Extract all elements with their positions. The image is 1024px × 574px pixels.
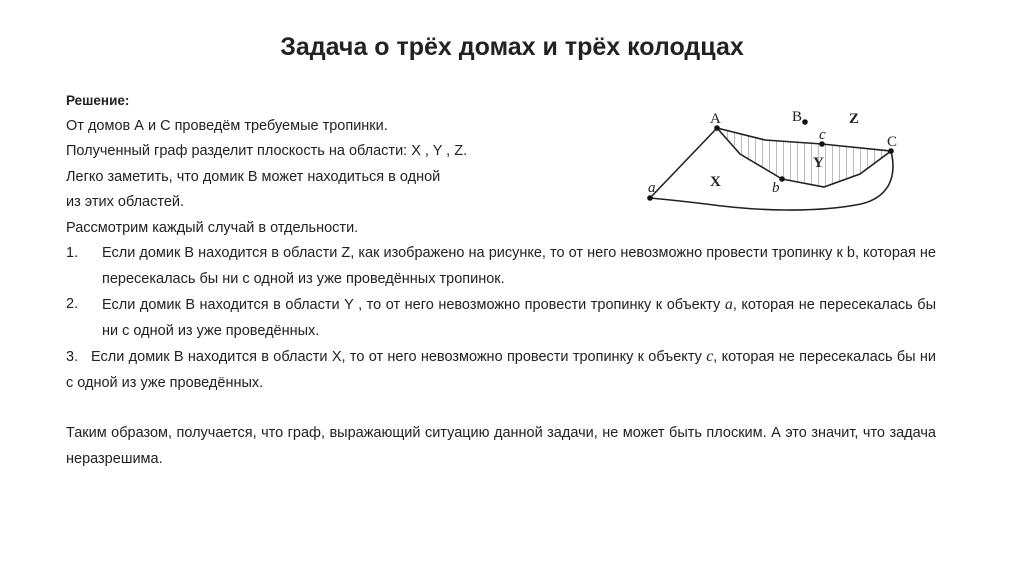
case-3-text-after: , которая не пересекалась бы ни с одной из уже проведённых. xyxy=(66,349,936,391)
intro-line-2: Полученный граф разделит плоскость на области: X , Y , Z. xyxy=(66,143,468,159)
case-3 xyxy=(66,344,936,396)
solution-heading: Решение: xyxy=(66,93,130,108)
case-2-object: a xyxy=(724,296,733,313)
case-3-object: c xyxy=(706,348,714,365)
conclusion: Таким образом, получается, что граф, выражающий ситуацию данной задачи, не может быть плоским. А это значит, что задача неразрешима. xyxy=(66,425,936,467)
path-a-to-a xyxy=(650,128,717,198)
well-b-label: b xyxy=(772,180,780,196)
case-2-text-before: Если домик В находится в области Y , то от него невозможно провести тропинку к объекту xyxy=(102,297,725,313)
region-z-label: Z xyxy=(849,111,860,127)
slide-title: Задача о трёх домах и трёх колодцах xyxy=(280,33,744,61)
well-a-label: a xyxy=(648,180,656,196)
case-1-number: 1. xyxy=(66,245,79,261)
paragraph-gap xyxy=(66,396,936,421)
well-b-dot xyxy=(779,176,785,182)
intro-line-5: Рассмотрим каждый случай в отдельности. xyxy=(66,219,359,236)
region-x-label: X xyxy=(710,174,721,190)
intro-line-3: Легко заметить, что домик В может находиться в одной xyxy=(66,168,441,185)
case-2-body xyxy=(102,292,936,344)
house-b-dot xyxy=(802,119,808,125)
house-b-label: B xyxy=(792,109,803,125)
case-2 xyxy=(66,292,936,344)
house-a-label: A xyxy=(710,111,721,127)
region-y-label: Y xyxy=(813,155,824,171)
case-1 xyxy=(66,241,936,292)
case-2-text-after: , которая не пересекалась бы ни с одной из уже проведённых. xyxy=(102,297,936,339)
intro-line-4: из этих областей. xyxy=(66,194,185,210)
graph-diagram xyxy=(636,100,926,220)
case-3-text-before: Если домик В находится в области X, то от него невозможно провести тропинку к объекту xyxy=(91,349,707,365)
case-1-text: Если домик В находится в области Z, как изображено на рисунке, то от него невозможно провести тропинку к b, которая не пересекалась бы ни с одной из уже проведённых тропинок. xyxy=(102,245,936,287)
well-a-dot xyxy=(647,195,653,201)
case-3-number: 3. xyxy=(66,349,79,365)
house-c-label: C xyxy=(887,134,898,150)
region-y-hatching xyxy=(717,128,891,187)
intro-line-1: От домов А и С проведём требуемые тропинки. xyxy=(66,117,388,134)
case-2-number: 2. xyxy=(66,296,79,312)
well-c-label: c xyxy=(819,127,826,143)
